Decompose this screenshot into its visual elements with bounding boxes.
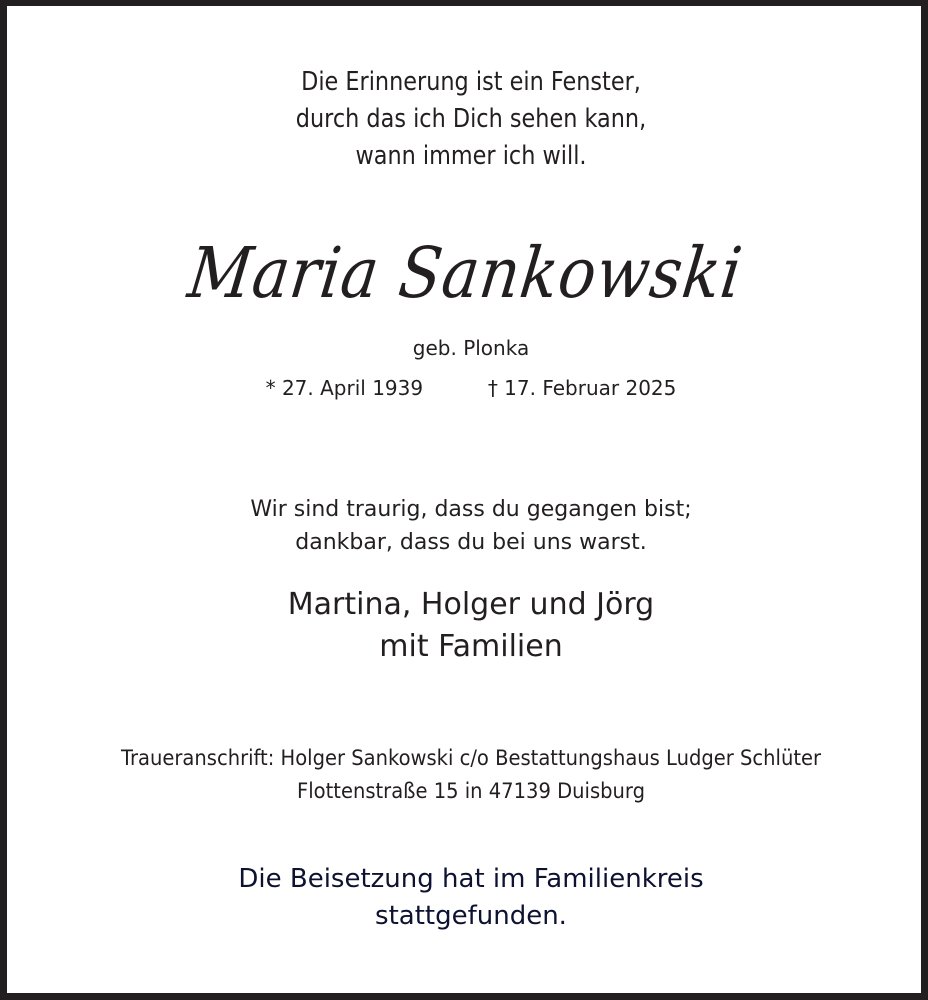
death-date: 17. Februar 2025 [504,376,677,400]
deceased-name: Maria Sankowski [183,232,747,314]
birth-star-icon: * [265,376,276,400]
life-dates [7,374,928,402]
quote-line: Die Erinnerung ist ein Fenster, [301,67,641,97]
quote-line: durch das ich Dich sehen kann, [295,104,647,134]
family-line: Martina, Holger und Jörg [287,587,655,622]
mourning-address [39,742,902,808]
burial-line: stattgefunden. [375,901,567,931]
memorial-quote [72,64,870,175]
family-line: mit Familien [379,629,563,664]
death-cross-icon: † [487,376,498,400]
birth-date: 27. April 1939 [281,376,424,400]
mourning-line: Wir sind traurig, dass du gegangen bist; [250,497,692,522]
quote-line: wann immer ich will. [355,141,587,171]
address-line: Traueranschrift: Holger Sankowski c/o Bestattungshaus Ludger Schlüter [120,746,822,770]
address-line: Flottenstraße 15 in 47139 Duisburg [297,779,645,803]
burial-line: Die Beisetzung hat im Familienkreis [238,864,704,894]
burial-notice [7,861,928,935]
birth-name: geb. Plonka [412,336,530,360]
family-signature [7,584,928,668]
mourning-line: dankbar, dass du bei uns warst. [295,530,647,555]
mourning-text [7,493,928,559]
